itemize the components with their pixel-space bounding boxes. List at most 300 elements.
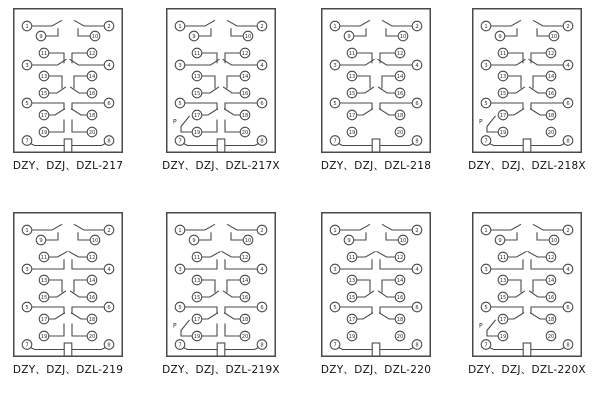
terminal-number: 1 [25,227,29,234]
contact-row2 [508,251,527,257]
contact-row3 [533,280,546,293]
contact-row4 [202,120,217,133]
terminal-number: 12 [396,254,404,261]
terminal-12 [395,252,405,262]
terminal-18 [395,110,405,120]
terminal-13 [192,71,202,81]
terminal-diagram-217X [166,8,276,153]
terminal-number: 17 [348,316,356,323]
contact-row1 [46,232,58,240]
terminal-19 [347,331,357,341]
contact-row2 [340,59,375,65]
contact-row2 [69,251,88,257]
terminal-1 [175,21,185,31]
contact-row2 [49,251,68,257]
terminal-2 [104,225,114,235]
contact-row4 [32,307,64,314]
terminal-number: 12 [396,50,404,57]
terminal-10 [243,31,253,41]
terminal-20 [395,127,405,137]
terminal-number: 14 [547,277,555,284]
terminal-10 [243,235,253,245]
terminal-2 [257,225,267,235]
terminal-16 [395,88,405,98]
contact-row1 [537,28,549,36]
contact-row3 [202,280,215,293]
contact-row3 [357,87,374,93]
coil-lead [184,144,218,146]
terminal-number: 19 [40,129,48,136]
contact-row1 [505,232,517,240]
terminal-number: 11 [499,50,507,57]
terminal-18 [395,314,405,324]
terminal-20 [395,331,405,341]
terminal-7 [175,136,185,146]
contact-row3 [70,87,87,93]
coil-symbol [372,343,380,356]
terminal-20 [546,331,556,341]
diagram-panel-217X [162,8,280,173]
terminal-number: 5 [333,304,337,311]
coil-lead [72,348,106,350]
contact-row4 [185,103,217,110]
terminal-17 [347,314,357,324]
terminal-17 [39,110,49,120]
contact-row3 [74,280,87,293]
terminal-number: 8 [260,138,264,145]
contact-row4 [531,103,563,110]
contact-row4 [224,109,240,115]
contact-row1 [354,232,366,240]
terminal-5 [22,302,32,312]
terminal-number: 16 [241,90,249,97]
terminal-number: 17 [193,112,201,119]
terminal-number: 2 [260,23,264,30]
terminal-3 [481,60,491,70]
terminal-number: 1 [333,227,337,234]
terminal-number: 10 [91,33,99,40]
terminal-number: 20 [88,333,96,340]
terminal-number: 3 [25,62,29,69]
contact-row3 [202,87,219,93]
terminal-14 [395,71,405,81]
coil-lead [531,144,565,146]
terminal-18 [546,314,556,324]
diagram-label: DZY、DZJ、DZL-217X [162,160,280,172]
terminal-3 [22,60,32,70]
contact-row4 [380,307,412,314]
terminal-4 [257,60,267,70]
terminal-number: 17 [499,112,507,119]
terminal-10 [549,31,559,41]
terminal-number: 11 [193,50,201,57]
terminal-diagram-218 [321,8,431,153]
p-contact-label: P [479,118,483,126]
coil-symbol [372,139,380,152]
contact-row4 [225,103,257,110]
terminal-18 [87,314,97,324]
contact-row4 [380,103,412,110]
terminal-number: 6 [415,304,419,311]
terminal-3 [330,60,340,70]
terminal-number: 1 [25,23,29,30]
terminal-11 [498,48,508,58]
contact-row4 [202,324,217,337]
terminal-2 [104,21,114,31]
coil-lead [490,144,524,146]
terminal-9 [36,31,46,41]
terminal-16 [87,88,97,98]
terminal-number: 6 [415,100,419,107]
terminal-4 [104,60,114,70]
terminal-14 [546,71,556,81]
contact-row3 [357,76,370,89]
terminal-14 [395,275,405,285]
contact-row3 [382,280,395,293]
terminal-20 [87,127,97,137]
coil-symbol [217,343,225,356]
diagram-label: DZY、DZJ、DZL-217 [12,160,124,172]
terminal-number: 7 [484,138,488,145]
contact-row1 [537,232,549,240]
terminal-12 [87,252,97,262]
terminal-number: 19 [499,129,507,136]
terminal-number: 14 [241,277,249,284]
terminal-number: 5 [484,304,488,311]
terminal-number: 7 [25,138,29,145]
terminal-diagram-220X [472,212,582,357]
terminal-7 [330,340,340,350]
contact-row1 [491,20,521,26]
terminal-20 [240,127,250,137]
contact-row4 [49,109,65,115]
terminal-6 [412,98,422,108]
terminal-4 [563,60,573,70]
contact-row1 [74,20,104,26]
contact-row4 [49,313,65,319]
terminal-number: 2 [415,227,419,234]
contact-row1 [199,232,211,240]
contact-row4 [49,120,64,133]
terminal-13 [192,275,202,285]
terminal-number: 6 [107,304,111,311]
terminal-number: 18 [241,112,249,119]
terminal-number: 14 [88,277,96,284]
p-contact-wire [487,116,498,132]
contact-row4 [224,313,240,319]
contact-row3 [533,76,546,89]
contact-row4 [72,324,87,337]
contact-row3 [70,291,87,297]
terminal-15 [39,88,49,98]
terminal-9 [495,31,505,41]
terminal-number: 6 [107,100,111,107]
contact-row1 [533,20,563,26]
terminal-14 [87,275,97,285]
contact-row2 [70,59,105,65]
contact-row3 [378,87,395,93]
terminal-number: 16 [547,294,555,301]
terminal-number: 1 [484,23,488,30]
terminal-number: 11 [348,50,356,57]
terminal-number: 18 [241,316,249,323]
terminal-8 [563,136,573,146]
terminal-6 [563,98,573,108]
terminal-5 [330,98,340,108]
terminal-number: 9 [192,237,196,244]
terminal-14 [87,71,97,81]
terminal-15 [39,292,49,302]
terminal-number: 19 [348,333,356,340]
contact-row1 [227,20,257,26]
terminal-number: 8 [107,342,111,349]
terminal-7 [481,136,491,146]
terminal-7 [330,136,340,146]
contact-row3 [49,291,66,297]
terminal-8 [412,340,422,350]
terminal-19 [192,127,202,137]
contact-row4 [72,103,104,110]
terminal-17 [498,314,508,324]
contact-row4 [49,324,64,337]
terminal-number: 11 [499,254,507,261]
terminal-number: 13 [499,73,507,80]
terminal-number: 13 [348,277,356,284]
terminal-number: 16 [396,294,404,301]
terminal-number: 16 [241,294,249,301]
terminal-2 [257,21,267,31]
terminal-12 [240,252,250,262]
terminal-number: 5 [178,304,182,311]
contact-row4 [530,313,546,319]
contact-row1 [74,224,104,230]
contact-row4 [72,120,87,133]
terminal-11 [347,252,357,262]
contact-row4 [530,109,546,115]
terminal-11 [498,252,508,262]
terminal-number: 9 [498,237,502,244]
contact-row2 [223,59,258,65]
coil-lead [531,348,565,350]
terminal-5 [22,98,32,108]
terminal-13 [347,275,357,285]
terminal-number: 18 [547,112,555,119]
terminal-5 [175,98,185,108]
terminal-14 [240,275,250,285]
terminal-number: 13 [40,73,48,80]
terminal-number: 19 [193,129,201,136]
terminal-number: 19 [499,333,507,340]
terminal-2 [563,21,573,31]
terminal-number: 9 [347,237,351,244]
terminal-19 [347,127,357,137]
terminal-4 [563,264,573,274]
p-contact-label: P [173,118,177,126]
terminal-1 [22,21,32,31]
terminal-number: 3 [333,266,337,273]
contact-row1 [78,28,90,36]
coil-lead [225,348,259,350]
terminal-diagram-220 [321,212,431,357]
terminal-number: 1 [178,23,182,30]
terminal-number: 9 [347,33,351,40]
terminal-17 [498,110,508,120]
terminal-number: 12 [88,254,96,261]
terminal-number: 7 [178,138,182,145]
coil-symbol [64,343,72,356]
contact-row2 [32,259,64,269]
terminal-9 [189,235,199,245]
contact-row4 [531,307,563,314]
terminal-number: 1 [484,227,488,234]
terminal-number: 16 [88,90,96,97]
contact-row3 [529,291,546,297]
terminal-16 [240,88,250,98]
terminal-number: 20 [241,129,249,136]
terminal-number: 4 [107,266,111,273]
terminal-8 [257,136,267,146]
terminal-number: 20 [396,129,404,136]
terminal-16 [546,88,556,98]
terminal-11 [347,48,357,58]
terminal-number: 2 [566,227,570,234]
contact-row3 [227,280,240,293]
terminal-number: 3 [333,62,337,69]
terminal-15 [192,88,202,98]
terminal-number: 7 [333,138,337,145]
terminal-number: 10 [399,33,407,40]
terminal-18 [87,110,97,120]
terminal-number: 18 [547,316,555,323]
contact-row1 [340,224,370,230]
terminal-number: 14 [396,73,404,80]
terminal-18 [240,110,250,120]
terminal-number: 4 [415,62,419,69]
diagram-label: DZY、DZJ、DZL-219 [12,364,124,376]
terminal-number: 6 [260,304,264,311]
terminal-number: 6 [566,100,570,107]
terminal-4 [412,264,422,274]
contact-row1 [533,224,563,230]
terminal-10 [398,235,408,245]
contact-row1 [382,224,412,230]
contact-row2 [378,59,413,65]
terminal-number: 5 [25,100,29,107]
diagram-panel-219X [162,212,280,377]
terminal-number: 3 [484,62,488,69]
terminal-20 [240,331,250,341]
terminal-15 [498,292,508,302]
terminal-number: 2 [107,23,111,30]
terminal-number: 2 [260,227,264,234]
terminal-number: 1 [333,23,337,30]
contact-row3 [508,280,521,293]
terminal-number: 15 [40,294,48,301]
terminal-5 [330,302,340,312]
terminal-number: 11 [348,254,356,261]
coil-lead [380,348,414,350]
terminal-6 [104,302,114,312]
terminal-number: 12 [241,50,249,57]
terminal-number: 4 [260,62,264,69]
terminal-number: 12 [241,254,249,261]
contact-row3 [223,87,240,93]
terminal-11 [39,252,49,262]
diagram-panel-217 [13,8,123,173]
terminal-diagram-217 [13,8,123,153]
diagram-panel-218 [321,8,431,173]
terminal-12 [87,48,97,58]
terminal-10 [90,235,100,245]
terminal-number: 9 [39,237,43,244]
terminal-1 [330,21,340,31]
terminal-number: 16 [88,294,96,301]
terminal-13 [498,71,508,81]
terminal-number: 7 [25,342,29,349]
diagram-label: DZY、DZJ、DZL-219X [162,364,280,376]
terminal-12 [395,48,405,58]
contact-row3 [508,76,521,89]
diagram-panel-220X [468,212,586,377]
terminal-19 [498,127,508,137]
terminal-diagram-219X [166,212,276,357]
terminal-number: 15 [348,294,356,301]
contact-row4 [202,313,218,319]
terminal-number: 10 [91,237,99,244]
terminal-16 [395,292,405,302]
contact-row4 [379,313,395,319]
terminal-8 [104,340,114,350]
contact-row1 [185,224,215,230]
terminal-number: 19 [348,129,356,136]
contact-row1 [32,224,62,230]
coil-lead [380,144,414,146]
terminal-number: 5 [178,100,182,107]
terminal-17 [347,110,357,120]
terminal-number: 18 [396,112,404,119]
terminal-number: 13 [499,277,507,284]
coil-lead [184,348,218,350]
contact-row1 [505,28,517,36]
contact-row3 [223,291,240,297]
contact-row4 [185,307,217,314]
terminal-number: 4 [566,266,570,273]
p-contact-wire [181,116,192,132]
contact-row2 [185,259,217,269]
coil-lead [490,348,524,350]
contact-row4 [32,103,64,110]
terminal-20 [87,331,97,341]
contact-row3 [227,76,240,89]
terminal-10 [398,31,408,41]
terminal-number: 20 [241,333,249,340]
terminal-3 [175,264,185,274]
terminal-4 [412,60,422,70]
coil-lead [339,348,373,350]
terminal-number: 5 [484,100,488,107]
terminal-13 [498,275,508,285]
contact-row1 [199,28,211,36]
terminal-9 [344,31,354,41]
terminal-8 [563,340,573,350]
terminal-number: 11 [40,50,48,57]
coil-symbol [523,343,531,356]
terminal-number: 4 [415,266,419,273]
p-contact-label: P [173,322,177,330]
terminal-6 [257,98,267,108]
terminal-number: 15 [499,90,507,97]
terminal-number: 14 [396,277,404,284]
